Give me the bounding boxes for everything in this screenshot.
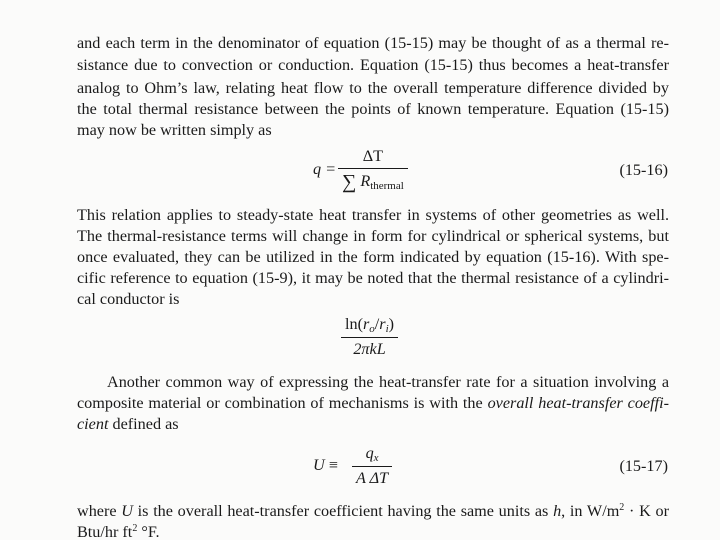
cylindrical-resistance-fraction bbox=[341, 315, 398, 359]
para1-line-5: may now be written simply as bbox=[77, 121, 272, 139]
para1-line-1: and each term in the denominator of equation (15-15) may be thought of as a thermal re- bbox=[77, 34, 669, 52]
eq1-denominator: ∑ $R_{thermal}$ bbox=[342, 171, 404, 193]
para4-line-1: where U is the overall heat-transfer coefficient having the same units as h, in $W/m^2 \cdot K$ or bbox=[77, 502, 669, 520]
para1-line-2: sistance due to convection or conduction. Equation (15-15) thus becomes a heat-transfer bbox=[77, 56, 669, 74]
eq1-numerator: ΔT bbox=[362, 147, 384, 165]
para2-line-1: This relation applies to steady-state heat transfer in systems of other geometries as well. bbox=[77, 206, 669, 224]
para2-line-3: once evaluated, they can be utilized in the form indicated by equation (15-16). With spe- bbox=[77, 248, 669, 266]
eq3-number: (15-17) bbox=[619, 457, 668, 475]
eq1-lhs: q = bbox=[313, 160, 337, 178]
term-overall-heat-transfer-coefficient: overall heat-transfer coeffi- bbox=[487, 394, 670, 412]
eq1-fraction bbox=[338, 147, 408, 194]
eq2-numerator: $\ln(r_o/r_i)$ bbox=[345, 315, 395, 335]
eq3-numerator: $q_x$ bbox=[365, 444, 379, 464]
eq3-lhs: U ≡ bbox=[313, 456, 338, 474]
para3-line-1: Another common way of expressing the heat-transfer rate for a situation involving a bbox=[107, 373, 669, 391]
para2-line-5: cal conductor is bbox=[77, 290, 180, 308]
para2-line-2: The thermal-resistance terms will change in form for cylindrical or spherical systems, but bbox=[77, 227, 669, 245]
para2-line-4: cific reference to equation (15-9), it may be noted that the thermal resistance of a cylindri- bbox=[77, 269, 669, 287]
para3-line-2: composite material or combination of mechanisms is with the overall heat-transfer coeffi- bbox=[77, 394, 670, 412]
para3-line-3: cient defined as bbox=[77, 415, 179, 433]
eq3-denominator: A ΔT bbox=[356, 469, 389, 487]
para4-line-2: Btu/hr $ft^2$ °F. bbox=[77, 523, 160, 541]
para1-line-4: the total thermal resistance between the points of known temperature. Equation (15-15) bbox=[77, 100, 669, 118]
eq2-denominator: 2πkL bbox=[353, 340, 386, 358]
eq3-fraction bbox=[352, 444, 392, 488]
eq1-number: (15-16) bbox=[619, 161, 668, 179]
para1-line-3: analog to Ohm’s law, relating heat flow to the overall temperature difference divided by bbox=[77, 79, 669, 97]
